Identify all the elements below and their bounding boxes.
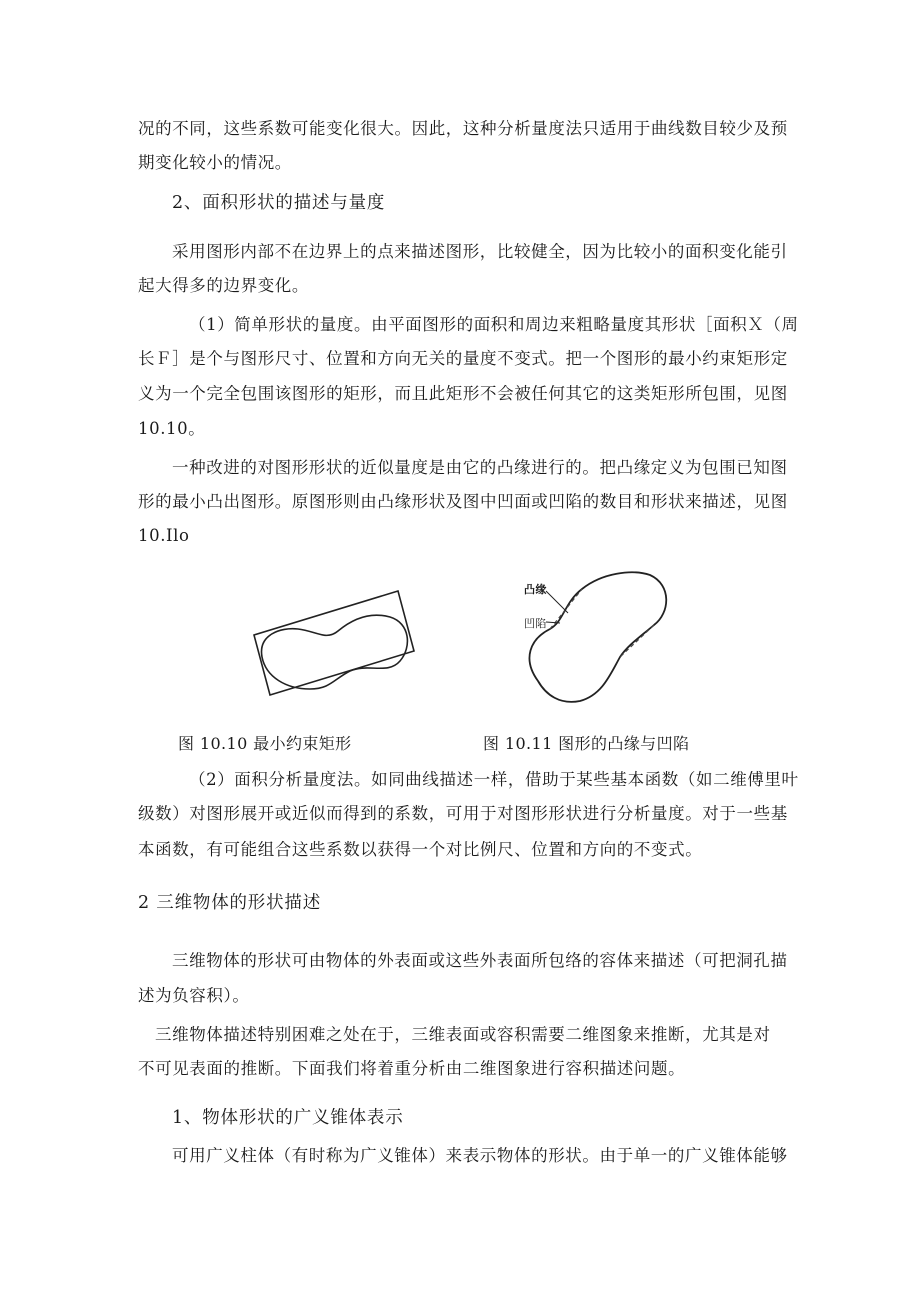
para3-line2: 长Ｆ］是个与图形尺寸、位置和方向无关的量度不变式。把一个图形的最小约束矩形定 <box>138 349 788 368</box>
heading-3d-shape: 2 三维物体的形状描述 <box>138 893 321 913</box>
para4-line1: 一种改进的对图形形状的近似量度是由它的凸缘进行的。把凸缘定义为包围已知图 <box>172 458 788 477</box>
para7-line1: 三维物体描述特别困难之处在于，三维表面或容积需要二维图象来推断，尤其是对 <box>155 1025 771 1044</box>
para5-line2: 级数）对图形展开或近似而得到的系数，可用于对图形形状进行分析量度。对于一些基 <box>138 804 788 823</box>
para5-line3: 本函数，有可能组合这些系数以获得一个对比例尺、位置和方向的不变式。 <box>138 840 703 859</box>
para3-line4: 10.10。 <box>138 419 206 438</box>
figure-min-bounding-rectangle <box>250 585 420 705</box>
caption-fig-10-11: 图 10.11 图形的凸缘与凹陷 <box>483 734 690 753</box>
label-convex-hull: 凸缘 <box>524 583 547 596</box>
para2-line1: 采用图形内部不在边界上的点来描述图形，比较健全，因为比较小的面积变化能引 <box>172 242 788 261</box>
para2-line2: 起大得多的边界变化。 <box>138 276 309 295</box>
para1-line2: 期变化较小的情况。 <box>138 153 292 172</box>
heading-generalized-cone: 1、物体形状的广义锥体表示 <box>172 1108 404 1128</box>
para5-line1: （2）面积分析量度法。如同曲线描述一样，借助于某些基本函数（如二维傅里叶 <box>189 770 799 789</box>
heading-area-shape: 2、面积形状的描述与量度 <box>172 193 386 213</box>
convex-hull-dashed-bottom <box>620 625 654 657</box>
hull-blob-shape <box>529 572 666 702</box>
para1-line1: 况的不同，这些系数可能变化很大。因此，这种分析量度法只适用于曲线数目较少及预 <box>138 119 788 138</box>
para3-line3: 义为一个完全包围该图形的矩形，而且此矩形不会被任何其它的这类矩形所包围，见图 <box>138 384 788 403</box>
label-concavity: 凹陷 <box>524 617 547 630</box>
para6-line2: 述为负容积）。 <box>138 986 250 1005</box>
para8-line1: 可用广义柱体（有时称为广义锥体）来表示物体的形状。由于单一的广义锥体能够 <box>172 1146 788 1165</box>
para7-line2: 不可见表面的推断。下面我们将着重分析由二维图象进行容积描述问题。 <box>138 1059 686 1078</box>
para4-line3: 10.Ilo <box>138 526 190 545</box>
para6-line1: 三维物体的形状可由物体的外表面或这些外表面所包络的容体来描述（可把洞孔描 <box>172 951 788 970</box>
label-leader-convex <box>546 591 568 613</box>
para3-line1: （1）简单形状的量度。由平面图形的面积和周边来粗略量度其形状［面积Ｘ（周 <box>189 315 799 334</box>
caption-fig-10-10: 图 10.10 最小约束矩形 <box>178 734 352 753</box>
para4-line2: 形的最小凸出图形。原图形则由凸缘形状及图中凹面或凹陷的数目和形状来描述，见图 <box>138 492 788 511</box>
